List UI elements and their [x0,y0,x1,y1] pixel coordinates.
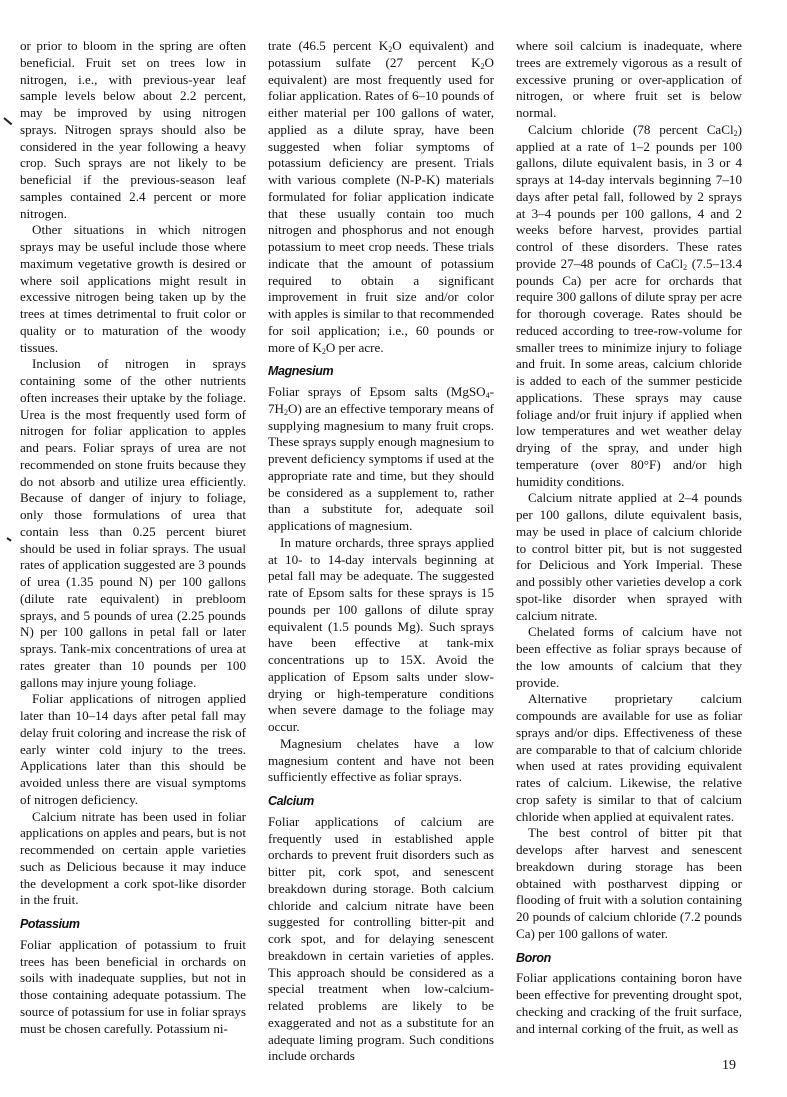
section-heading-boron: Boron [516,950,551,965]
body-paragraph: Chelated forms of calcium have not been effective as foliar sprays because of the low amounts of calcium that they provide. [516,624,742,690]
body-paragraph: Other situations in which nitrogen sprays may be useful include those where maximum vegetative growth is desired or where soil applications might result in excessive nitrogen being taken up by the trees at times detrimental to fruit color or quality or to maturation of the woody tissues. [20,222,246,355]
section-heading-calcium: Calcium [268,794,314,808]
body-paragraph: In mature orchards, three sprays applied at 10- to 14-day intervals beginning at petal fall may be adequate. The suggested rate of Epsom salts for these sprays is 15 pounds per 100 gallons of dilute spray equivalent (1.5 pounds Mg). Such sprays have been effective at tank-mix concentrations up to 15X. Avoid the application of Epsom salts under slow-drying or high-temperature conditions when severe damage to the foliage may occur. [268,534,494,734]
body-paragraph: Inclusion of nitrogen in sprays containing some of the other nutrients often increases their uptake by the foliage. Urea is the most frequently used form of nitrogen for foliar application to apples and pears. Foliar sprays of urea are not recommended on stone fruits because they do not absorb and utilize urea efficiently. Because of danger of injury to foliage, only those formulations of urea that contain less than 0.25 percent biuret should be used in foliar sprays. The usual rates of application suggested are 3 pounds of urea (1.35 pound N) per 100 gallons (dilute rate equivalent) in prebloom sprays, and 5 pounds of urea (2.25 pounds N) per 100 gallons in petal fall or later sprays. Tank-mix concentrations of urea at rates greater than 10 pounds per 100 gallons may injure young foliage. [20,356,246,690]
margin-pen-mark [3,117,12,125]
body-paragraph: Foliar application of potassium to fruit trees has been beneficial in orchards on soils with inadequate supplies, but not in those containing adequate potassium. The source of potassium for use in foliar sprays must be chosen carefully. Potassium ni- [20,936,246,1036]
body-paragraph: Foliar applications of calcium are frequently used in established apple orchards to prevent fruit disorders such as bitter pit, cork spot, and senescent breakdown during storage. Both calcium chloride and calcium nitrate have been suggested for controlling bitter-pit and cork spot, and for delaying senescent breakdown in certain varieties of apples. This approach should be considered as a special treatment when low-calcium-related problems are likely to be exaggerated and not as a substitute for an adequate liming program. Such conditions include orchards [268,813,494,1064]
section-heading-potassium: Potassium [20,917,80,931]
body-paragraph: Foliar sprays of Epsom salts $(MgSO_4-7H_2O)$ are an effective temporary means of supplying magnesium to many fruit crops. These sprays supply enough magnesium to prevent deficiency symptoms if used at the appropriate rate and time, but they should be considered as a supplement to, rather than a substitute for, adequate soil applications of magnesium. [268,384,494,533]
body-paragraph: trate (46.5 percent $K_2O$ equivalent) and potassium sulfate (27 percent $K_2O$ equivalent) are most frequently used for foliar application. Rates of 6–10 pounds of either material per 100 gallons of water, applied as a dilute spray, have been suggested when foliar symptoms of potassium deficiency are present. Trials with various complete (N-P-K) materials formulated for foliar application indicate that these usually contain too much nitrogen and phosphorus and not enough potassium to meet crop needs. These trials indicate that the amount of potassium required to obtain a significant improvement in fruit size and/or color with apples is similar to that recommended for soil application; i.e., 60 pounds or more of $K_2O$ per acre. [268,38,494,356]
section-heading-magnesium: Magnesium [268,364,334,379]
margin-pen-mark [6,537,11,542]
text-column-2 [268,38,494,1065]
body-paragraph: Calcium nitrate applied at 2–4 pounds per 100 gallons, dilute equivalent basis, may be used in place of calcium chloride to control bitter pit, but is not suggested for Delicious and York Imperial. These and possibly other varieties develop a cork spot-like disorder when sprayed with calcium nitrate. [516,490,742,623]
body-paragraph: Foliar applications of nitrogen applied later than 10–14 days after petal fall may delay fruit coloring and increase the risk of early winter cold injury to the trees. Applications later than this should be avoided unless there are visual symptoms of nitrogen deficiency. [20,691,246,807]
body-paragraph: Magnesium chelates have a low magnesium content and have not been sufficiently effective as foliar sprays. [268,735,494,785]
text-column-3 [516,38,742,1037]
body-paragraph: The best control of bitter pit that develops after harvest and senescent breakdown during storage has been obtained with postharvest dipping or flooding of fruit with a solution containing 20 pounds of calcium chloride (7.2 pounds Ca) per 100 gallons of water. [516,825,742,941]
page-number: 19 [722,1058,736,1073]
text-column-1 [20,38,246,1037]
body-paragraph: Foliar applications containing boron have been effective for preventing drought spot, checking and cracking of the fruit surface, and internal corking of the fruit, as well as [516,970,742,1036]
body-paragraph: Calcium chloride (78 percent CaCl$_2$) applied at a rate of 1–2 pounds per 100 gallons, dilute equivalent basis, in 3 or 4 sprays at 14-day intervals beginning 7–10 days after petal fall, followed by 2 sprays at 3–4 pounds per 100 gallons, 4 and 2 weeks before harvest, provides partial control of these disorders. These rates provide 27–48 pounds of CaCl$_2$ (7.5–13.4 pounds Ca) per acre for orchards that require 300 gallons of dilute spray per acre for thorough coverage. Rates should be reduced according to tree-row-volume for smaller trees to minimize injury to foliage and fruit. In some areas, calcium chloride is added to each of the summer pesticide applications. These sprays may cause foliage and/or fruit injury if applied when low temperatures and wet weather delay drying of the spray, and under high temperature (over 80°F) and/or high humidity conditions. [516,121,742,489]
body-paragraph: where soil calcium is inadequate, where trees are extremely vigorous as a result of excessive pruning or over-application of nitrogen, or where fruit set is below normal. [516,38,742,120]
body-paragraph: Calcium nitrate has been used in foliar applications on apples and pears, but is not recommended on certain apple varieties such as Delicious because it may induce the development a cork spot-like disorder in the fruit. [20,808,246,908]
body-paragraph: Alternative proprietary calcium compounds are available for use as foliar sprays and/or dips. Effectiveness of these are comparable to that of calcium chloride when used at rates providing equivalent rates of calcium. Likewise, the relative crop safety is similar to that of calcium chloride when applied at equivalent rates. [516,691,742,824]
body-paragraph: or prior to bloom in the spring are often beneficial. Fruit set on trees low in nitrogen, i.e., with previous-year leaf sample levels below about 2.2 percent, may be improved by using nitrogen sprays. Nitrogen sprays should also be considered in the year following a heavy crop. Such sprays are not likely to be beneficial if the previous-season leaf samples contained 2.4 percent or more nitrogen. [20,38,246,221]
